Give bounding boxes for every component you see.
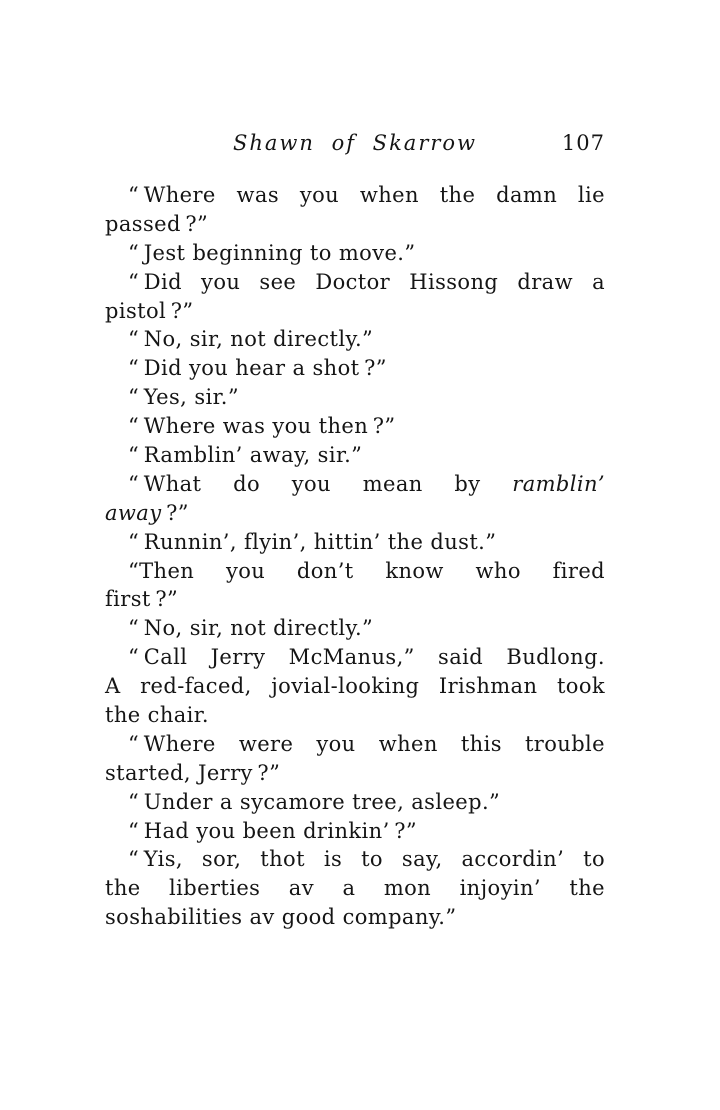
text-run: “ What do you mean by [128, 471, 513, 496]
paragraph [105, 354, 605, 383]
paragraph [105, 412, 605, 441]
text-run: soshabilities av good company.” [105, 905, 457, 930]
paragraph [105, 845, 605, 932]
running-header [105, 129, 605, 158]
text-run: “ No, sir, not directly.” [128, 327, 374, 352]
page-number: 107 [561, 131, 605, 155]
text-run: “ Jest beginning to move.” [128, 240, 416, 265]
text-run: first ?” [105, 587, 179, 612]
paragraph [105, 528, 605, 557]
text-run: “ Did you hear a shot ?” [128, 356, 387, 381]
text-run: started, Jerry ?” [105, 760, 281, 785]
text-run: “ Did you see Doctor Hissong draw a [128, 269, 605, 294]
text-line [105, 903, 605, 932]
paragraph [105, 268, 605, 326]
text-run: “ Where was you when the damn lie [128, 183, 605, 207]
text-line [105, 759, 605, 788]
text-run: “ Yis, sor, thot is to say, accordin’ to [128, 847, 605, 872]
text-line [105, 325, 605, 354]
italic-text-run: away [105, 500, 162, 525]
text-line [105, 239, 605, 268]
text-run: “ Where were you when this trouble [128, 731, 605, 756]
text-run: passed ?” [105, 211, 209, 236]
text-line [105, 499, 605, 528]
text-run: “ Runnin’, flyin’, hittin’ the dust.” [128, 529, 497, 554]
text-run: “ Under a sycamore tree, asleep.” [128, 789, 501, 814]
text-line [105, 354, 605, 383]
paragraph [105, 730, 605, 788]
text-line [105, 672, 605, 701]
text-run: the liberties av a mon injoyin’ the [105, 876, 605, 901]
text-run: ?” [161, 500, 189, 525]
paragraph [105, 470, 605, 528]
text-line [105, 268, 605, 297]
page-body [105, 181, 605, 932]
paragraph [105, 239, 605, 268]
text-line [105, 383, 605, 412]
text-line [105, 181, 605, 210]
text-run: A red-faced, jovial-looking Irishman took [105, 674, 605, 699]
text-line [105, 817, 605, 846]
text-line [105, 614, 605, 643]
paragraph [105, 614, 605, 643]
text-line [105, 730, 605, 759]
text-run: “ Ramblin’ away, sir.” [128, 443, 363, 468]
text-line [105, 412, 605, 441]
page-title: Shawn of Skarrow [232, 131, 478, 155]
paragraph [105, 181, 605, 239]
text-run: “ Call Jerry McManus,” said Budlong. [128, 645, 605, 670]
text-line [105, 788, 605, 817]
text-line [105, 528, 605, 557]
text-line [105, 701, 605, 730]
text-line [105, 441, 605, 470]
text-run: the chair. [105, 703, 209, 728]
text-line [105, 643, 605, 672]
text-line [105, 210, 605, 239]
paragraph [105, 788, 605, 817]
text-run: “ Where was you then ?” [128, 414, 396, 439]
text-line [105, 585, 605, 614]
text-run: pistol ?” [105, 298, 194, 323]
paragraph [105, 441, 605, 470]
paragraph [105, 557, 605, 615]
text-run: “ Had you been drinkin’ ?” [128, 818, 418, 843]
text-run: “ Yes, sir.” [128, 385, 239, 410]
italic-text-run: ramblin’ [512, 471, 605, 496]
text-line [105, 557, 605, 586]
text-run: “ No, sir, not directly.” [128, 616, 374, 641]
paragraph [105, 383, 605, 412]
text-line [105, 297, 605, 326]
text-line [105, 470, 605, 499]
text-line [105, 874, 605, 903]
paragraph [105, 817, 605, 846]
paragraph [105, 325, 605, 354]
paragraph [105, 643, 605, 730]
text-run: “Then you don’t know who fired [128, 558, 605, 583]
text-line [105, 845, 605, 874]
